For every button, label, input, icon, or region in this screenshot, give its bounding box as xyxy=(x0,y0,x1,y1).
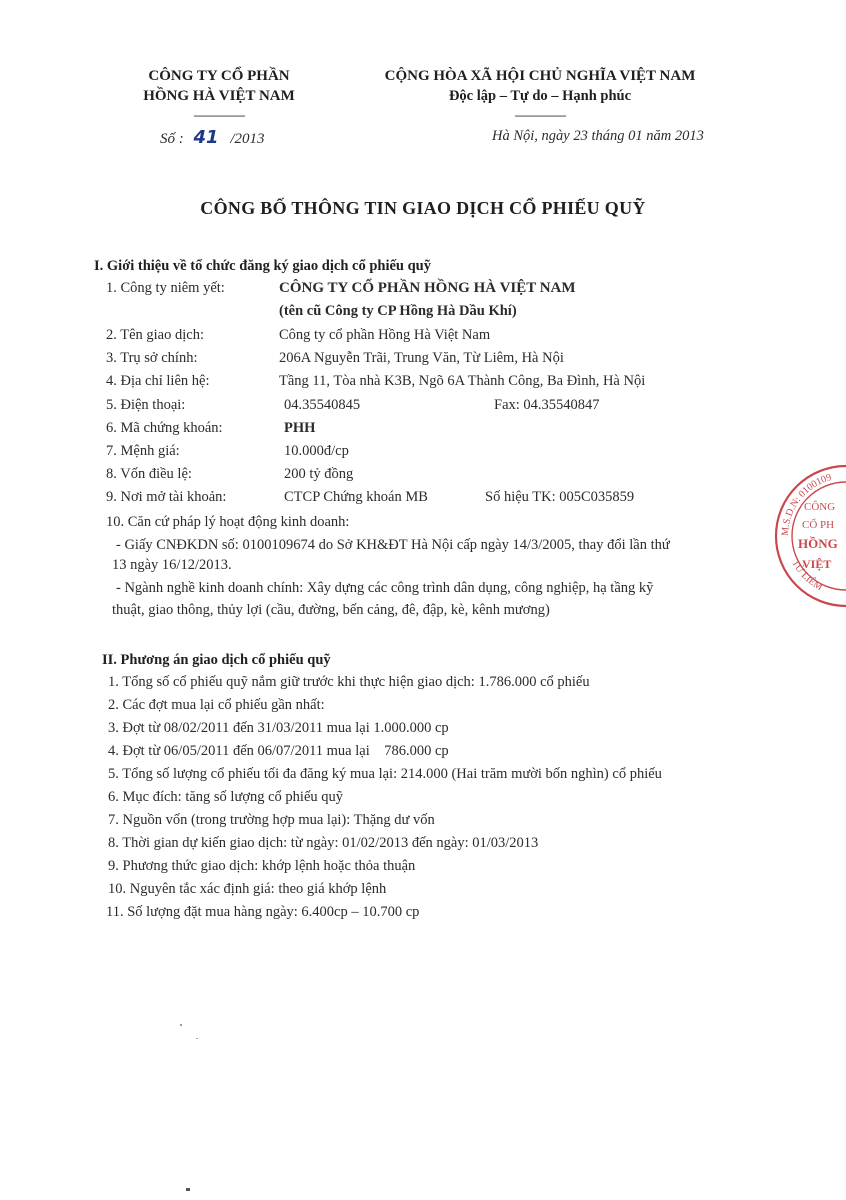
stamp-line3: HỒNG xyxy=(798,536,838,551)
plan-item: 6. Mục đích: tăng số lượng cổ phiếu quỹ xyxy=(108,789,344,805)
stamp-line2: CỔ PH xyxy=(802,519,835,531)
plan-item: 10. Nguyên tắc xác định giá: theo giá khớp lệnh xyxy=(108,881,387,897)
info-label: 5. Điện thoại: xyxy=(106,397,186,413)
legal-basis-line: 13 ngày 16/12/2013. xyxy=(112,557,232,573)
info-row-company xyxy=(0,280,846,300)
company-name-line1: CÔNG TY CỔ PHẦN xyxy=(148,68,290,84)
legal-basis-line: - Ngành nghề kinh doanh chính: Xây dựng các công trình dân dụng, công nghiệp, hạ tầng kỹ xyxy=(116,580,654,596)
plan-item: 2. Các đợt mua lại cổ phiếu gần nhất: xyxy=(108,697,325,713)
info-row-headquarters xyxy=(0,350,846,370)
info-value-contact-address: Tầng 11, Tòa nhà K3B, Ngõ 6A Thành Công, Ba Đình, Hà Nội xyxy=(279,373,646,389)
info-label: 7. Mệnh giá: xyxy=(106,443,180,459)
info-row-account xyxy=(0,489,846,509)
plan-item: 1. Tổng số cổ phiếu quỹ nắm giữ trước khi thực hiện giao dịch: 1.786.000 cổ phiếu xyxy=(108,674,590,690)
info-row-ticker xyxy=(0,420,846,440)
plan-item: 3. Đợt từ 08/02/2011 đến 31/03/2011 mua lại 1.000.000 cp xyxy=(108,720,449,736)
info-value-former-name: (tên cũ Công ty CP Hồng Hà Dầu Khí) xyxy=(279,303,517,319)
info-label: 6. Mã chứng khoán: xyxy=(106,420,223,436)
info-label: 4. Địa chỉ liên hệ: xyxy=(106,373,210,389)
info-label: 3. Trụ sở chính: xyxy=(106,350,198,366)
plan-item: 7. Nguồn vốn (trong trường hợp mua lại): Thặng dư vốn xyxy=(108,812,435,828)
info-label: 9. Nơi mở tài khoản: xyxy=(106,489,227,505)
legal-basis-line: - Giấy CNĐKDN số: 0100109674 do Sở KH&ĐT Hà Nội cấp ngày 14/3/2005, thay đổi lần thứ xyxy=(116,537,670,553)
document-number-handwritten: 41 xyxy=(193,127,219,148)
info-value-account-number: Số hiệu TK: 005C035859 xyxy=(485,489,635,505)
plan-item: 4. Đợt từ 06/05/2011 đến 06/07/2011 mua lại 786.000 cp xyxy=(108,743,449,759)
info-row-former-name xyxy=(0,303,846,323)
info-row-contact-address xyxy=(0,373,846,393)
legal-basis-line: thuật, giao thông, thủy lợi (cầu, đường, bến cảng, đê, đập, kè, kênh mương) xyxy=(112,602,550,618)
info-label: 2. Tên giao dịch: xyxy=(106,327,204,343)
company-divider: ----------------- xyxy=(193,108,245,122)
info-value-ticker: PHH xyxy=(284,420,316,436)
document-number-prefix: Số : xyxy=(160,131,184,147)
company-stamp xyxy=(762,462,846,610)
nation-motto: Độc lập – Tự do – Hạnh phúc xyxy=(448,88,632,104)
stamp-ring-text: M.S.D.N: 0100109 xyxy=(779,472,833,537)
document-title: CÔNG BỐ THÔNG TIN GIAO DỊCH CỔ PHIẾU QUỸ xyxy=(200,198,646,218)
plan-item: 8. Thời gian dự kiến giao dịch: từ ngày: 01/02/2013 đến ngày: 01/03/2013 xyxy=(108,835,539,851)
nation-divider: ----------------- xyxy=(514,108,566,122)
scan-speck xyxy=(180,1024,182,1026)
stamp-line1: CÔNG xyxy=(804,501,836,513)
info-value-charter-capital: 200 tỷ đồng xyxy=(284,466,354,482)
scan-speck xyxy=(186,1188,190,1191)
nation-name: CỘNG HÒA XÃ HỘI CHỦ NGHĨA VIỆT NAM xyxy=(384,68,696,84)
plan-item: 11. Số lượng đặt mua hàng ngày: 6.400cp – 10.700 cp xyxy=(106,904,420,920)
info-value-company: CÔNG TY CỔ PHẦN HỒNG HÀ VIỆT NAM xyxy=(279,280,576,296)
document-number xyxy=(160,127,264,148)
info-row-par-value xyxy=(0,443,846,463)
stamp-ring-bottom: TỪ LIÊM xyxy=(789,558,825,594)
info-value-account-bank: CTCP Chứng khoán MB xyxy=(284,489,428,505)
place-date: Hà Nội, ngày 23 tháng 01 năm 2013 xyxy=(492,128,704,144)
info-row-charter-capital xyxy=(0,466,846,486)
document-number-suffix: /2013 xyxy=(230,131,265,147)
info-value-fax: Fax: 04.35540847 xyxy=(494,397,600,413)
legal-basis-label: 10. Căn cứ pháp lý hoạt động kinh doanh: xyxy=(106,514,350,530)
plan-item: 5. Tổng số lượng cổ phiếu tối đa đăng ký mua lại: 214.000 (Hai trăm mười bốn nghìn) cổ phiếu xyxy=(108,766,662,782)
info-label: 1. Công ty niêm yết: xyxy=(106,280,225,296)
info-value-phone: 04.35540845 xyxy=(284,397,361,413)
info-label: 8. Vốn điều lệ: xyxy=(106,466,192,482)
section1-heading: I. Giới thiệu về tổ chức đăng ký giao dịch cổ phiếu quỹ xyxy=(94,258,431,274)
info-row-trade-name xyxy=(0,327,846,347)
info-row-phone xyxy=(0,397,846,417)
section2-heading: II. Phương án giao dịch cổ phiếu quỹ xyxy=(102,652,331,668)
info-value-par-value: 10.000đ/cp xyxy=(284,443,349,459)
info-value-headquarters: 206A Nguyễn Trãi, Trung Văn, Từ Liêm, Hà Nội xyxy=(279,350,564,366)
plan-item: 9. Phương thức giao dịch: khớp lệnh hoặc thỏa thuận xyxy=(108,858,416,874)
info-value-trade-name: Công ty cổ phần Hồng Hà Việt Nam xyxy=(279,327,491,343)
scan-speck xyxy=(196,1038,198,1039)
stamp-line4: VIỆT xyxy=(802,557,832,571)
company-name-line2: HỒNG HÀ VIỆT NAM xyxy=(143,88,295,104)
